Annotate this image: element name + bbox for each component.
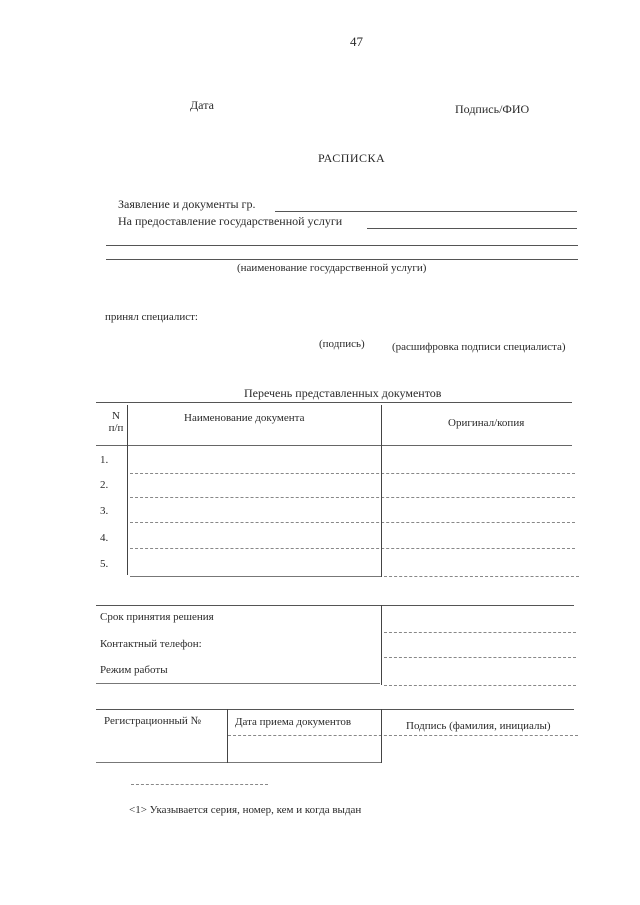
sign-caption: (подпись) <box>319 338 365 350</box>
info-row-divider <box>384 632 576 633</box>
decision-term-label: Срок принятия решения <box>100 611 214 623</box>
info-table-bottom-border <box>96 683 380 684</box>
row-number: 2. <box>100 479 109 491</box>
signature-header: Подпись (фамилия, инициалы) <box>406 720 551 732</box>
receipt-line-1: Заявление и документы гр. <box>118 197 256 211</box>
service-caption: (наименование государственной услуги) <box>237 262 427 274</box>
docs-table-bottom-border <box>130 576 382 577</box>
docs-row-divider <box>130 473 575 474</box>
docs-row-divider <box>130 522 575 523</box>
service-line-2 <box>106 245 578 246</box>
info-row-divider <box>384 657 576 658</box>
docs-row-divider <box>130 548 575 549</box>
row-number: 5. <box>100 558 109 570</box>
docs-table-col-divider-2 <box>381 405 382 577</box>
document-title: РАСПИСКА <box>318 151 386 165</box>
col-orig-header: Оригинал/копия <box>448 417 525 429</box>
accepted-label: принял специалист: <box>105 311 198 323</box>
footnote: <1> Указывается серия, номер, кем и когда выдан <box>129 804 362 816</box>
row-number: 1. <box>100 454 109 466</box>
docs-table-header-border <box>96 445 572 446</box>
docs-table-title: Перечень представленных документов <box>244 386 442 400</box>
col-num-line-1: N <box>112 410 120 422</box>
col-num-header <box>106 410 126 434</box>
reg-table-bottom-border <box>96 762 381 763</box>
applicant-name-line <box>275 211 577 212</box>
reg-table-col-divider-1 <box>227 709 228 763</box>
row-number: 4. <box>100 532 109 544</box>
info-table-bottom-border-right <box>384 685 576 686</box>
reg-table-col-divider-2 <box>381 709 382 763</box>
date-label: Дата <box>190 98 214 112</box>
work-hours-label: Режим работы <box>100 664 168 676</box>
docs-table-bottom-border-right <box>384 576 579 577</box>
col-num-line-2: п/п <box>108 422 124 434</box>
receipt-line-2: На предоставление государственной услуги <box>118 214 343 228</box>
col-name-header: Наименование документа <box>184 412 305 424</box>
footnote-separator <box>131 784 268 785</box>
reg-table-top-border <box>96 709 574 710</box>
docs-table-top-border <box>96 402 572 403</box>
info-table-col-divider <box>381 605 382 685</box>
contact-phone-label: Контактный телефон: <box>100 638 202 650</box>
service-line-1 <box>367 228 577 229</box>
reg-number-header: Регистрационный № <box>104 715 202 727</box>
info-table-top-border <box>96 605 574 606</box>
acceptance-date-header: Дата приема документов <box>235 716 352 728</box>
reg-table-header-divider <box>228 735 578 736</box>
docs-row-divider <box>130 497 575 498</box>
docs-table-col-divider-1 <box>127 405 128 575</box>
row-number: 3. <box>100 505 109 517</box>
service-line-3 <box>106 259 578 260</box>
signature-label: Подпись/ФИО <box>455 102 530 116</box>
decode-caption: (расшифровка подписи специалиста) <box>392 341 566 353</box>
page-number: 47 <box>350 34 363 49</box>
